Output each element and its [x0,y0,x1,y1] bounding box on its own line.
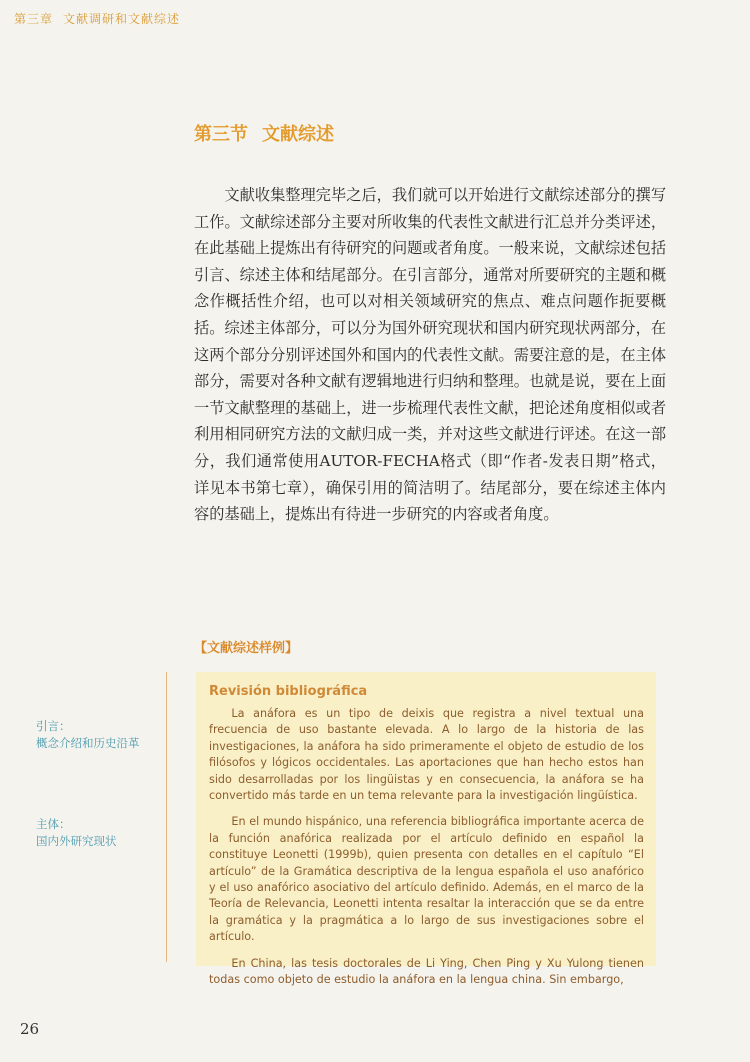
margin-divider [166,672,167,962]
example-paragraph: La anáfora es un tipo de deixis que registra a nivel textual una frecuencia de uso bastante elevada. A lo largo de la historia de las investigaciones, la anáfora ha sido primeramente el objeto de estudio de los filósofos y lógicos occidentales. Las aportaciones que han hecho estos han sido desarrolladas por los lingüistas y en consecuencia, la anáfora se ha convertido más tarde en un tema relevante para la investigación lingüística. [209,707,644,803]
body-paragraph: 文献收集整理完毕之后，我们就可以开始进行文献综述部分的撰写工作。文献综述部分主要对所收集的代表性文献进行汇总并分类评述，在此基础上提炼出有待研究的问题或者角度。一般来说，文献综述包括引言、综述主体和结尾部分。在引言部分，通常对所要研究的主题和概念作概括性介绍，也可以对相关领域研究的焦点、难点问题作扼要概括。综述主体部分，可以分为国外研究现状和国内研究现状两部分，在这两个部分分别评述国外和国内的代表性文献。需要注意的是，在主体部分，需要对各种文献有逻辑地进行归纳和整理。也就是说，要在上面一节文献整理的基础上，进一步梳理代表性文献，把论述角度相似或者利用相同研究方法的文献归成一类，并对这些文献进行评述。在这一部分，我们通常使用AUTOR-FECHA格式（即“作者-发表日期”格式，详见本书第七章），确保引用的简洁明了。结尾部分，要在综述主体内容的基础上，提炼出有待进一步研究的内容或者角度。 [194,186,666,524]
page-number: 26 [20,1020,40,1038]
margin-note-text: 概念介绍和历史沿革 [36,736,140,750]
chapter-number: 第三章 [14,12,54,26]
section-title: 文献综述 [262,124,334,145]
example-paragraph: En China, las tesis doctorales de Li Ying, Chen Ping y Xu Yulong tienen todas como objeto de estudio la anáfora en la lengua china. Sin embargo, [209,956,644,987]
margin-note-introduction [36,718,161,752]
example-label: 【文献综述样例】 [194,641,299,656]
margin-note-text: 国内外研究现状 [36,834,117,848]
example-paragraph: En el mundo hispánico, una referencia bibliográfica importante acerca de la función anafórica realizada por el artículo definido en español la constituye Leonetti (1999b), quien presenta con detalles en el capítulo “El artículo” de la Gramática descriptiva de la lengua española el uso anafórico y el uso anafórico asociativo del artículo definido. Además, en el marco de la Teoría de Relevancia, Leonetti intenta resaltar la interacción que se da entre la gramática y la pragmática a lo largo de sus investigaciones sobre el artículo. [209,815,644,944]
running-head [14,10,180,27]
margin-note-tag: 主体： [36,817,71,831]
margin-note-tag: 引言： [36,719,71,733]
example-title: Revisión bibliográfica [209,684,368,699]
chapter-title: 文献调研和文献综述 [63,12,181,26]
margin-note-body [36,816,161,850]
section-number: 第三节 [194,124,248,145]
example-box [196,672,656,987]
section-heading [194,120,334,146]
